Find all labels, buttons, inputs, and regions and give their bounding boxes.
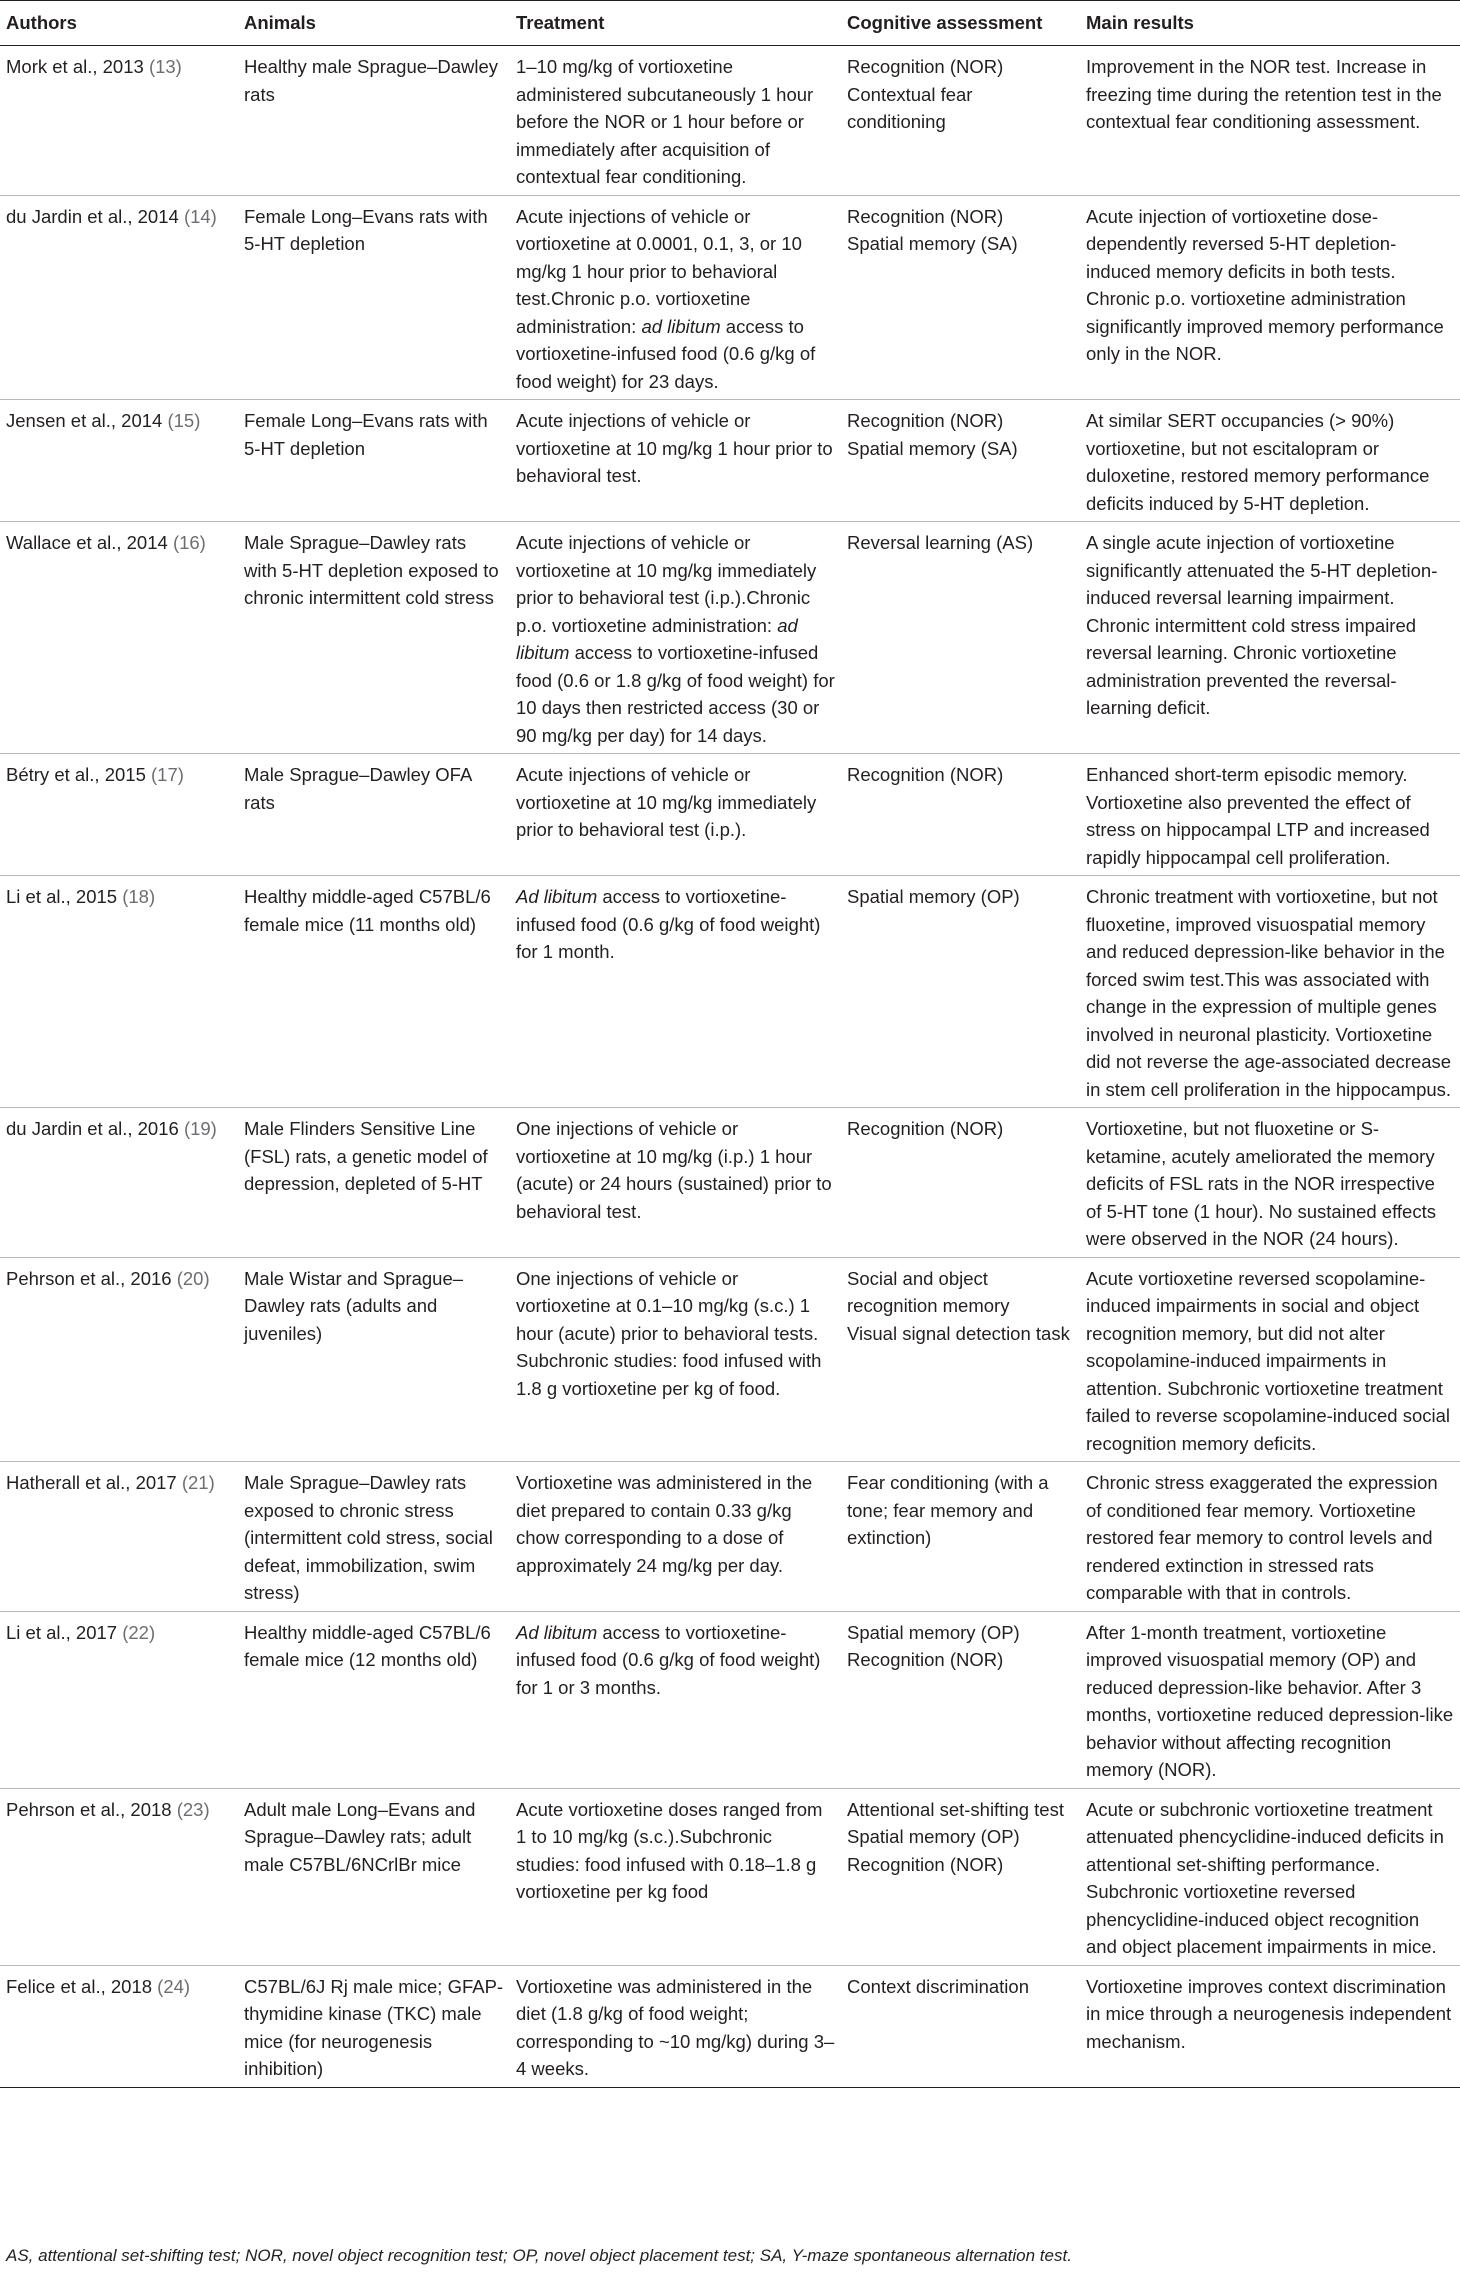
author-name: Felice et al., 2018 [6, 1975, 153, 1997]
table-row [0, 1108, 1460, 1258]
cognitive-test: Reversal learning (AS) [847, 532, 1034, 553]
reference-link[interactable]: (20) [176, 1267, 210, 1289]
cell-main-results: Acute or subchronic vortioxetine treatment attenuated phencyclidine-induced deficits in attentional set-shifting performance. Subchronic vortioxetine reversed phencyclidine-induced object recognition and object placement impairments in mice. [1080, 1788, 1460, 1965]
cell-cognitive-assessment [841, 1788, 1080, 1965]
reference-link[interactable]: (13) [148, 56, 182, 77]
cell-animals: Male Wistar and Sprague–Dawley rats (adults and juveniles) [238, 1257, 510, 1462]
author-name: Mork et al., 2013 [6, 56, 144, 77]
reference-link[interactable]: (16) [172, 532, 206, 553]
cell-treatment: Acute injections of vehicle or vortioxetine at 10 mg/kg 1 hour prior to behavioral test. [510, 400, 841, 522]
author-name: Li et al., 2017 [6, 1621, 118, 1643]
cell-treatment: Acute injections of vehicle or vortioxetine at 10 mg/kg immediately prior to behavioral test (i.p.).Chronic p.o. vortioxetine administration: ad libitum access to vortioxetine-infused food (0.6 or 1.8 g/kg of food weight) for 10 days then restricted access (30 or 90 mg/kg per day) for 14 days. [510, 522, 841, 754]
cell-cognitive-assessment [841, 1108, 1080, 1258]
cell-cognitive-assessment [841, 195, 1080, 400]
cognitive-test: Spatial memory (OP) [847, 886, 1020, 907]
cognitive-test: Attentional set-shifting test [847, 1798, 1064, 1820]
cell-authors [0, 1462, 238, 1612]
author-name: du Jardin et al., 2014 [6, 205, 179, 227]
author-name: Pehrson et al., 2016 [6, 1267, 172, 1289]
cognitive-test: Contextual fear conditioning [847, 83, 973, 132]
cell-main-results: Vortioxetine, but not fluoxetine or S-ketamine, acutely ameliorated the memory deficits of FSL rats in the NOR irrespective of 5-HT tone (1 hour). No sustained effects were observed in the NOR (24 hours). [1080, 1108, 1460, 1258]
cognitive-test: Fear conditioning (with a tone; fear memory and extinction) [847, 1472, 1049, 1548]
header-animals: Animals [238, 1, 510, 46]
cognitive-test: Social and object recognition memory [847, 1267, 1010, 1316]
cognitive-test: Recognition (NOR) [847, 56, 1004, 77]
cell-authors [0, 1257, 238, 1462]
cell-animals: Adult male Long–Evans and Sprague–Dawley rats; adult male C57BL/6NCrlBr mice [238, 1788, 510, 1965]
table-row [0, 46, 1460, 196]
cognitive-test: Visual signal detection task [847, 1322, 1070, 1344]
cognitive-test: Recognition (NOR) [847, 410, 1004, 431]
cell-animals: Healthy middle-aged C57BL/6 female mice (12 months old) [238, 1611, 510, 1788]
author-name: Bétry et al., 2015 [6, 764, 146, 785]
cell-animals: Female Long–Evans rats with 5-HT depletion [238, 400, 510, 522]
cell-cognitive-assessment [841, 1462, 1080, 1612]
cell-animals: Healthy middle-aged C57BL/6 female mice (11 months old) [238, 876, 510, 1108]
author-name: du Jardin et al., 2016 [6, 1118, 179, 1139]
author-name: Pehrson et al., 2018 [6, 1798, 172, 1820]
table-row [0, 195, 1460, 400]
cell-main-results: Enhanced short-term episodic memory. Vortioxetine also prevented the effect of stress on hippocampal LTP and increased rapidly hippocampal cell proliferation. [1080, 754, 1460, 876]
cell-main-results: Chronic treatment with vortioxetine, but not fluoxetine, improved visuospatial memory and reduced depression-like behavior in the forced swim test.This was associated with change in the expression of multiple genes involved in neuronal plasticity. Vortioxetine did not reverse the age-associated decrease in stem cell proliferation in the hippocampus. [1080, 876, 1460, 1108]
cell-main-results: Improvement in the NOR test. Increase in freezing time during the retention test in the contextual fear conditioning assessment. [1080, 46, 1460, 196]
table-row [0, 522, 1460, 754]
cell-cognitive-assessment [841, 876, 1080, 1108]
author-name: Wallace et al., 2014 [6, 532, 168, 553]
author-name: Jensen et al., 2014 [6, 410, 163, 431]
cell-treatment: Vortioxetine was administered in the diet (1.8 g/kg of food weight; corresponding to ~10 mg/kg) during 3–4 weeks. [510, 1965, 841, 2087]
cell-authors [0, 46, 238, 196]
cell-authors [0, 1108, 238, 1258]
cell-cognitive-assessment [841, 1611, 1080, 1788]
cell-cognitive-assessment [841, 754, 1080, 876]
cell-treatment: 1–10 mg/kg of vortioxetine administered subcutaneously 1 hour before the NOR or 1 hour before or immediately after acquisition of contextual fear conditioning. [510, 46, 841, 196]
cell-authors [0, 195, 238, 400]
table-header [0, 1, 1460, 46]
cell-cognitive-assessment [841, 1257, 1080, 1462]
table-row [0, 1257, 1460, 1462]
table-row [0, 1788, 1460, 1965]
reference-link[interactable]: (15) [167, 410, 201, 431]
cognitive-test: Context discrimination [847, 1975, 1029, 1997]
cognitive-test: Spatial memory (SA) [847, 233, 1018, 254]
table-row [0, 876, 1460, 1108]
cognitive-test: Recognition (NOR) [847, 1853, 1004, 1875]
cell-treatment: Vortioxetine was administered in the diet prepared to contain 0.33 g/kg chow corresponding to a dose of approximately 24 mg/kg per day. [510, 1462, 841, 1612]
reference-link[interactable]: (19) [183, 1118, 217, 1139]
cell-treatment: Acute injections of vehicle or vortioxetine at 10 mg/kg immediately prior to behavioral test (i.p.). [510, 754, 841, 876]
cell-authors [0, 1965, 238, 2087]
reference-link[interactable]: (14) [183, 205, 217, 227]
cognitive-test: Recognition (NOR) [847, 205, 1004, 227]
cognitive-test: Recognition (NOR) [847, 764, 1004, 785]
cell-treatment: One injections of vehicle or vortioxetine at 10 mg/kg (i.p.) 1 hour (acute) or 24 hours (sustained) prior to behavioral test. [510, 1108, 841, 1258]
cell-treatment: Ad libitum access to vortioxetine-infused food (0.6 g/kg of food weight) for 1 or 3 months. [510, 1611, 841, 1788]
header-cognitive-assessment: Cognitive assessment [841, 1, 1080, 46]
reference-link[interactable]: (17) [151, 764, 184, 785]
table-row [0, 400, 1460, 522]
cell-main-results: Acute vortioxetine reversed scopolamine-induced impairments in social and object recognition memory, but did not alter scopolamine-induced impairments in attention. Subchronic vortioxetine treatment failed to reverse scopolamine-induced social recognition memory deficits. [1080, 1257, 1460, 1462]
cognitive-test: Spatial memory (OP) [847, 1826, 1020, 1847]
header-authors: Authors [0, 1, 238, 46]
cell-authors [0, 1788, 238, 1965]
cell-animals: Male Flinders Sensitive Line (FSL) rats, a genetic model of depression, depleted of 5-HT [238, 1108, 510, 1258]
reference-link[interactable]: (22) [122, 1621, 156, 1643]
table-row [0, 1462, 1460, 1612]
header-main-results: Main results [1080, 1, 1460, 46]
table-row [0, 1965, 1460, 2087]
cell-authors [0, 754, 238, 876]
cell-main-results: A single acute injection of vortioxetine significantly attenuated the 5-HT depletion-induced reversal learning impairment. Chronic intermittent cold stress impaired reversal learning. Chronic vortioxetine administration prevented the reversal-learning deficit. [1080, 522, 1460, 754]
reference-link[interactable]: (24) [157, 1975, 191, 1997]
cell-authors [0, 522, 238, 754]
cell-animals: Male Sprague–Dawley rats with 5-HT depletion exposed to chronic intermittent cold stress [238, 522, 510, 754]
header-treatment: Treatment [510, 1, 841, 46]
reference-link[interactable]: (21) [181, 1472, 215, 1493]
cell-main-results: At similar SERT occupancies (> 90%) vortioxetine, but not escitalopram or duloxetine, restored memory performance deficits induced by 5-HT depletion. [1080, 400, 1460, 522]
cell-treatment: One injections of vehicle or vortioxetine at 0.1–10 mg/kg (s.c.) 1 hour (acute) prior to behavioral tests. Subchronic studies: food infused with 1.8 g vortioxetine per kg of food. [510, 1257, 841, 1462]
cell-main-results: Vortioxetine improves context discrimination in mice through a neurogenesis independent mechanism. [1080, 1965, 1460, 2087]
cell-treatment: Acute injections of vehicle or vortioxetine at 0.0001, 0.1, 3, or 10 mg/kg 1 hour prior to behavioral test.Chronic p.o. vortioxetine administration: ad libitum access to vortioxetine-infused food (0.6 g/kg of food weight) for 23 days. [510, 195, 841, 400]
cell-treatment: Ad libitum access to vortioxetine-infused food (0.6 g/kg of food weight) for 1 month. [510, 876, 841, 1108]
cell-animals: Male Sprague–Dawley OFA rats [238, 754, 510, 876]
author-name: Li et al., 2015 [6, 886, 118, 907]
cell-treatment: Acute vortioxetine doses ranged from 1 to 10 mg/kg (s.c.).Subchronic studies: food infused with 0.18–1.8 g vortioxetine per kg food [510, 1788, 841, 1965]
cell-main-results: Chronic stress exaggerated the expression of conditioned fear memory. Vortioxetine restored fear memory to control levels and rendered extinction in stressed rats comparable with that in controls. [1080, 1462, 1460, 1612]
reference-link[interactable]: (23) [176, 1798, 210, 1820]
cognitive-test: Recognition (NOR) [847, 1118, 1004, 1139]
cognitive-test: Recognition (NOR) [847, 1649, 1004, 1670]
cell-cognitive-assessment [841, 522, 1080, 754]
cell-main-results: After 1-month treatment, vortioxetine improved visuospatial memory (OP) and reduced depression-like behavior. After 3 months, vortioxetine reduced depression-like behavior without affecting recognition memory (NOR). [1080, 1611, 1460, 1788]
table-body [0, 46, 1460, 2088]
cell-animals: C57BL/6J Rj male mice; GFAP-thymidine kinase (TKC) male mice (for neurogenesis inhibition) [238, 1965, 510, 2087]
cell-cognitive-assessment [841, 1965, 1080, 2087]
author-name: Hatherall et al., 2017 [6, 1472, 177, 1493]
table-footnote: AS, attentional set-shifting test; NOR, novel object recognition test; OP, novel object placement test; SA, Y-maze spontaneous alternation test. [6, 2246, 1072, 2265]
cell-authors [0, 876, 238, 1108]
cell-cognitive-assessment [841, 400, 1080, 522]
reference-link[interactable]: (18) [122, 886, 156, 907]
table-row [0, 754, 1460, 876]
cognitive-test: Spatial memory (SA) [847, 437, 1018, 459]
cell-animals: Healthy male Sprague–Dawley rats [238, 46, 510, 196]
cognitive-test: Spatial memory (OP) [847, 1621, 1020, 1643]
cell-main-results: Acute injection of vortioxetine dose-dependently reversed 5-HT depletion-induced memory deficits in both tests. Chronic p.o. vortioxetine administration significantly improved memory performance only in the NOR. [1080, 195, 1460, 400]
cell-cognitive-assessment [841, 46, 1080, 196]
cell-authors [0, 400, 238, 522]
cell-animals: Male Sprague–Dawley rats exposed to chronic stress (intermittent cold stress, social defeat, immobilization, swim stress) [238, 1462, 510, 1612]
table-row [0, 1611, 1460, 1788]
cell-animals: Female Long–Evans rats with 5-HT depletion [238, 195, 510, 400]
cell-authors [0, 1611, 238, 1788]
